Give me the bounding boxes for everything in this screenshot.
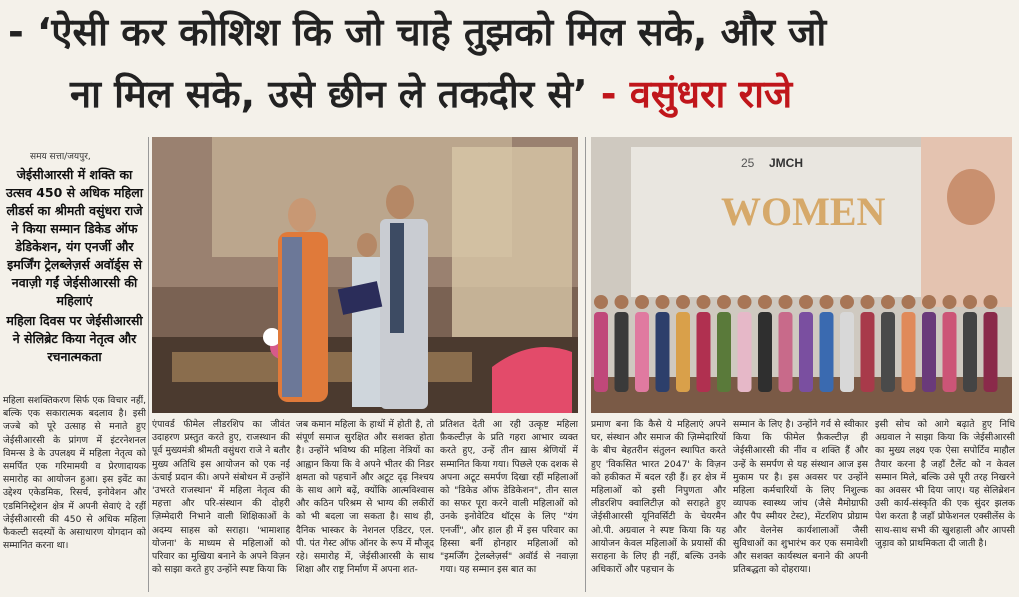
- person-figure: [717, 312, 731, 392]
- headline-quote: ना मिल सके, उसे छीन ले तकदीर से’: [70, 72, 588, 116]
- person-figure: [779, 312, 793, 392]
- person-figure: [758, 312, 772, 392]
- article-column-4: प्रतिशत देती आ रही उत्कृष्ट महिला फ़ैकल्टीज़ के प्रति गहरा आभार व्यक्त करते हुए, उन्हें तीन ख़ास श्रेणियों में सम्मानित किया गया। पिछले एक दशक से अपना अटूट समर्पण दिखा रहीं महिलाओं को "डिकेड ऑफ डेडिकेशन", तीन साल का सफर पूरा करने वाली महिलाओं को उनके इनोवेटिव थॉट्स के लिए "यंग एनर्जी", और हाल ही में इस परिवार का हिस्सा बनीं होनहार महिलाओं को "इमर्जिंग ट्रेलब्लेज़र्स" अवॉर्ड से नवाज़ा गया। यह सम्मान इस बात का: [440, 419, 578, 576]
- article-column-2: एंपावर्ड फीमेल लीडरशिप का जीवंत उदाहरण प्रस्तुत करते हुए, राजस्थान की पूर्व मुख्यमंत्री श्रीमती वसुंधरा राजे ने बतौर मुख्य अतिथि इस आयोजन को एक नई ऊंचाई प्रदान की। अपने संबोधन में उन्होंने 'उभरते राजस्थान' में महिला नेतृत्व की महत्ता और परि-संस्थान की दोहरी ज़िम्मेदारी निभाने वाली शिक्षिकाओं के अदम्य साहस को सराहा। 'भामाशाह योजना' के माध्यम से महिलाओं को परिवार का मुखिया बनाने के अपने विज़न को साझा करते हुए उन्होंने स्पष्ट किया कि: [152, 419, 290, 576]
- person-figure: [676, 312, 690, 392]
- person-head: [840, 295, 854, 309]
- person-head: [697, 295, 711, 309]
- person-figure: [902, 312, 916, 392]
- headline: [0, 0, 1019, 132]
- sublead-1: जेईसीआरसी में शक्ति का उत्सव 450 से अधिक महिला लीडर्स का श्रीमती वसुंधरा राजे ने किया सम्मान डिकेड ऑफ डेडिकेशन, यंग एनर्जी और इमर्जिंग ट्रेलब्लेज़र्स अवॉर्ड्स से नवाज़ी गईं जेईसीआरसी की महिलाएं: [6, 167, 143, 308]
- person-figure: [922, 312, 936, 392]
- person-head: [635, 295, 649, 309]
- headline-author: - वसुंधरा राजे: [600, 72, 793, 116]
- person-figure: [943, 312, 957, 392]
- person-head: [779, 295, 793, 309]
- person-head: [922, 295, 936, 309]
- person-head: [943, 295, 957, 309]
- person-head: [799, 295, 813, 309]
- photo-group-illustration: [591, 137, 1012, 413]
- person-head: [656, 295, 670, 309]
- photo-group: [591, 137, 1012, 413]
- person-figure: [820, 312, 834, 392]
- banner-number: 25: [741, 156, 755, 170]
- article-column-7: इसी सोच को आगे बढ़ाते हुए निधि अग्रवाल ने साझा किया कि जेईसीआरसी का मुख्य लक्ष्य एक ऐसा सपोर्टिव माहौल तैयार करना है जहाँ टैलेंट को न केवल सम्मान मिले, बल्कि उसे पूरी तरह निखरने का अवसर भी दिया जाए। यह सेलिब्रेशन उसी कार्य-संस्कृति की एक सुंदर झलक पेश करता है जहाँ प्रोफेशनल एक्सीलेंस के साथ-साथ सभी की खुशहाली और आपसी जुड़ाव को प्राथमिकता दी जाती है।: [875, 419, 1015, 549]
- banner-logo: JMCH: [769, 156, 804, 170]
- article-column-3: जब कमान महिला के हाथों में होती है, तो संपूर्ण समाज सुरक्षित और सशक्त होता है। उन्होंने भविष्य की महिला नेत्रियों का आह्वान किया कि वे अपने भीतर की निडर क्षमता को पहचानें और अटूट दृढ़ निश्चय के साथ आगे बढ़ें, क्योंकि आत्मविश्वास और कठिन परिश्रम से भाग्य की लकीरों को भी बदला जा सकता है। साथ ही, दैनिक भास्कर के नेशनल एडिटर, एल. पी. पंत गेस्ट ऑफ ऑनर के रूप में मौजूद रहे। समारोह में, जेईसीआरसी के साथ शिक्षा और राष्ट्र निर्माण में अपना शत-: [296, 419, 434, 576]
- person-head: [676, 295, 690, 309]
- person-head: [861, 295, 875, 309]
- person-head: [594, 295, 608, 309]
- banner-text: WOMEN: [721, 189, 886, 234]
- person-figure: [963, 312, 977, 392]
- person-figure: [881, 312, 895, 392]
- photo-award-presentation: [152, 137, 578, 413]
- person-head: [881, 295, 895, 309]
- column-rule: [585, 137, 586, 592]
- person-figure: [697, 312, 711, 392]
- person-head: [615, 295, 629, 309]
- person-figure: [594, 312, 608, 392]
- person-figure: [861, 312, 875, 392]
- person-head: [738, 295, 752, 309]
- person-head: [820, 295, 834, 309]
- article-column-1: महिला सशक्तिकरण सिर्फ एक विचार नहीं, बल्कि एक सकारात्मक बदलाव है। इसी जज्बे को पूरे उत्साह से मनाते हुए जेईसीआरसी के प्रांगण में इंटरनेशनल विमन्स डे के उपलक्ष्य में महिला नेतृत्व को समर्पित एक गरिमामयी व प्रेरणादायक समारोह का आयोजन हुआ। इस इवेंट का उद्देश्य एकेडमिक, रिसर्च, इनोवेशन और एडमिनिस्ट्रेशन क्षेत्र में अपनी सेवाएं दे रहीं जेईसीआरसी की 450 से अधिक महिला फैकल्टी सदस्यों के असाधारण योगदान को सम्मानित करना था।: [3, 395, 146, 552]
- sublead-box: [2, 166, 147, 388]
- person-figure: [635, 312, 649, 392]
- person-head: [717, 295, 731, 309]
- person-head: [758, 295, 772, 309]
- person-figure: [738, 312, 752, 392]
- column-rule: [148, 137, 149, 592]
- headline-line-1: - ‘ऐसी कर कोशिश कि जो चाहे तुझको मिल सके, और जो: [8, 10, 827, 54]
- person-figure: [984, 312, 998, 392]
- person-figure: [615, 312, 629, 392]
- person-head: [984, 295, 998, 309]
- byline: समय सत्ता/जयपुर,: [30, 152, 91, 162]
- article-column-6: सम्मान के लिए है। उन्होंने गर्व से स्वीकार किया कि फीमेल फ़ैकल्टीज़ ही जेईसीआरसी की नींव व शक्ति हैं और उन्हें के समर्पण से यह संस्थान आज इस मुकाम पर है। इस अवसर पर उन्होंने महिला कर्मचारियों के लिए निशुल्क व्यापक स्वास्थ्य जांच (जैसे मैमोग्राफी और पैप स्मीयर टेस्ट), मेंटरशिप प्रोग्राम और वेलनेस कार्यशालाओं जैसी सुविधाओं का शुभारंभ कर एक समावेशी और सशक्त कार्यस्थल बनाने की अपनी प्रतिबद्धता को दोहराया।: [733, 419, 868, 576]
- person-figure: [840, 312, 854, 392]
- article-column-5: प्रमाण बना कि कैसे ये महिलाएं अपने घर, संस्थान और समाज की ज़िम्मेदारियों के बीच बेहतरीन संतुलन स्थापित करते हुए 'विकसित भारत 2047' के विज़न को हकीकत में बदल रही हैं। हर क्षेत्र में महिलाओं को इसी निपुणता और लीडरशिप क्वालिटीज़ को सराहते हुए जेईसीआरसी यूनिवर्सिटी के चेयरमैन ओ.पी. अग्रवाल ने स्पष्ट किया कि यह आयोजन केवल महिलाओं के प्रयासों की सराहना के लिए ही नहीं, बल्कि उनके अधिकारों और पहचान के: [591, 419, 726, 576]
- person-figure: [799, 312, 813, 392]
- person-head: [963, 295, 977, 309]
- person-figure: [656, 312, 670, 392]
- sublead-2: महिला दिवस पर जेईसीआरसी ने सेलिब्रेट किया नेतृत्व और रचनात्मकता: [6, 313, 143, 364]
- headline-line-2: [70, 66, 1010, 122]
- photo-award-illustration: [152, 137, 578, 413]
- person-head: [902, 295, 916, 309]
